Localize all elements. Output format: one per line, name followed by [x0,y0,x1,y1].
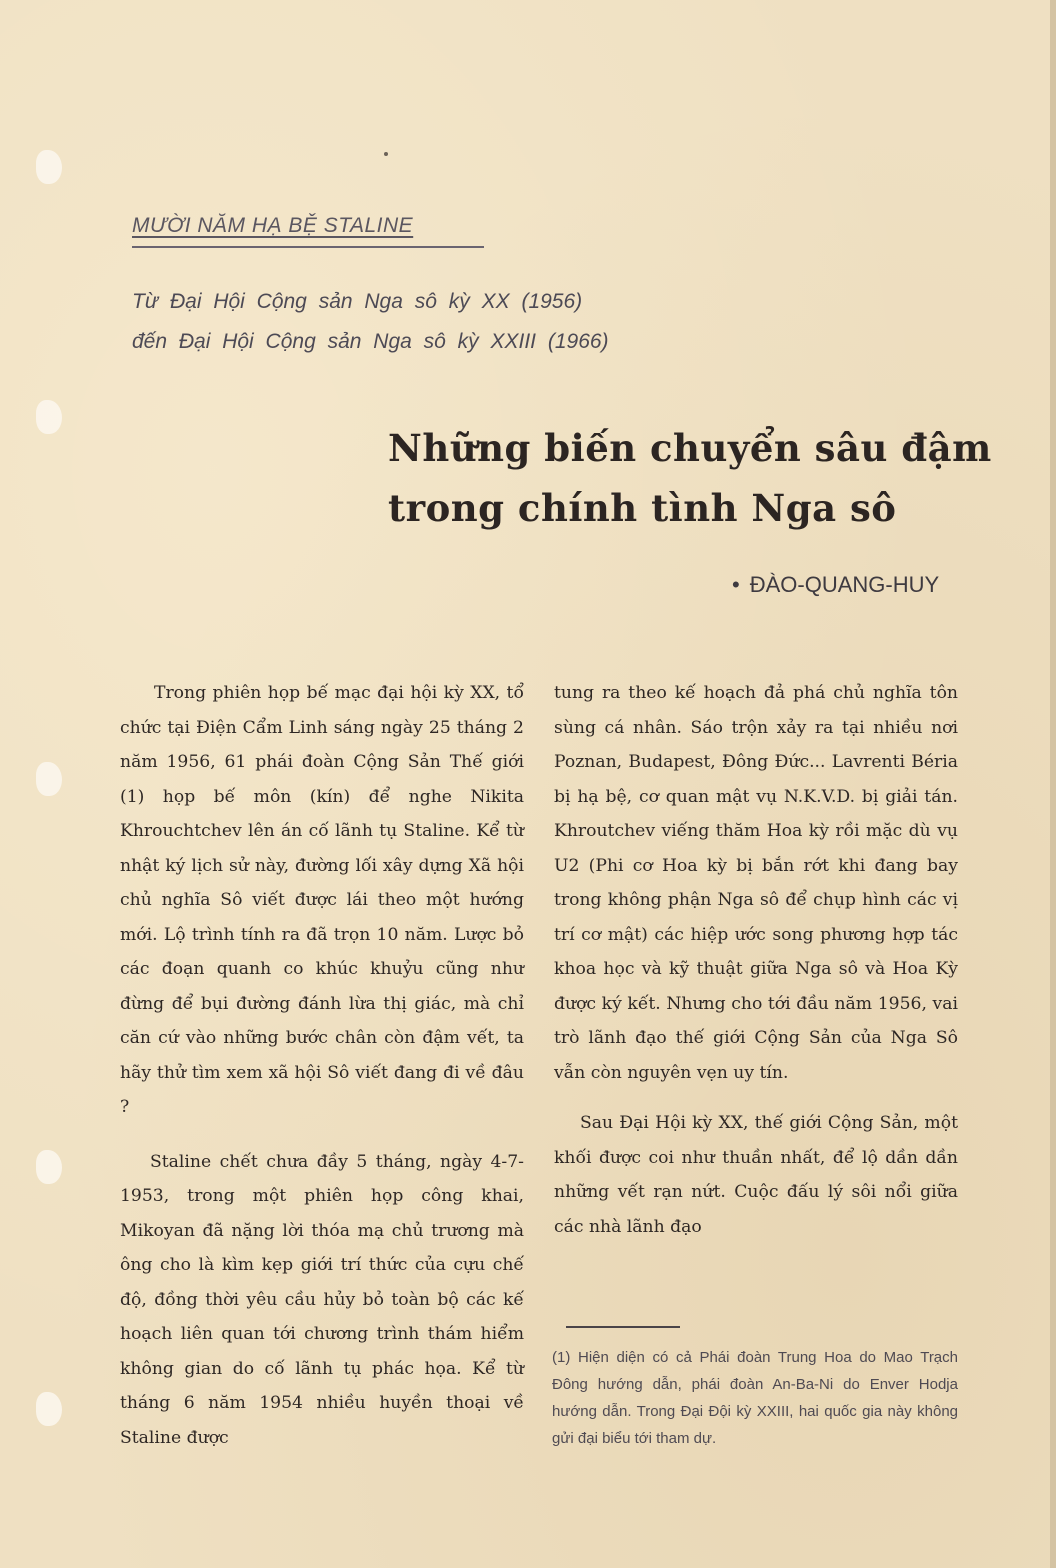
left-column [120,676,524,1455]
section-header: MƯỜI NĂM HẠ BỆ STALINE [132,214,414,237]
author-name: ĐÀO-QUANG-HUY [749,572,940,597]
footnote: (1) Hiện diện có cả Phái đoàn Trung Hoa do Mao Trạch Đông hướng dẫn, phái đoàn An-Ba-Ni do Enver Hodja hướng dẫn. Trong Đại Đội kỳ XXIII, hai quốc gia này không gửi đại biểu tới tham dự. [552,1349,958,1447]
article-title-line-2: trong chính tình Nga sô [388,486,897,530]
bullet-icon: • [732,572,740,597]
footnote-divider [566,1326,680,1328]
paragraph: Trong phiên họp bế mạc đại hội kỳ XX, tổ chức tại Điện Cẩm Linh sáng ngày 25 tháng 2 năm 1956, 61 phái đoàn Cộng Sản Thế giới (1) họp bế môn (kín) để nghe Nikita Khrouchtchev lên án cố lãnh tụ Staline. Kể từ nhật ký lịch sử này, đường lối xây dựng Xã hội chủ nghĩa Sô viết được lái theo một hướng mới. Lộ trình tính ra đã trọn 10 năm. Lược bỏ các đoạn quanh co khúc khuỷu cũng như đừng để bụi đường đánh lừa thị giác, mà chỉ căn cứ vào những bước chân còn đậm vết, ta hãy thử tìm xem xã hội Sô viết đang đi về đâu ? [120,683,524,1117]
paper-hole [36,762,62,796]
author-byline [732,572,939,598]
paragraph: Staline chết chưa đầy 5 tháng, ngày 4-7-1953, trong một phiên họp công khai, Mikoyan đã nặng lời thóa mạ chủ trương mà ông cho là kìm kẹp giới trí thức của cựu chế độ, đồng thời yêu cầu hủy bỏ toàn bộ các kế hoạch liên quan tới chương trình thám hiểm không gian do cố lãnh tụ phác họa. Kể từ tháng 6 năm 1954 nhiều huyền thoại về Staline được [120,1151,524,1448]
paragraph: tung ra theo kế hoạch đả phá chủ nghĩa tôn sùng cá nhân. Sáo trộn xảy ra tại nhiều nơi Poznan, Budapest, Đông Đức... Lavrenti Béria bị hạ bệ, cơ quan mật vụ N.K.V.D. bị giải tán. Khroutchev viếng thăm Hoa kỳ rồi mặc dù vụ U2 (Phi cơ Hoa kỳ bị bắn rớt khi đang bay trong không phận Nga sô để chụp hình các vị trí cơ mật) các hiệp ước song phương hợp tác khoa học và kỹ thuật giữa Nga sô và Hoa Kỳ được ký kết. Nhưng cho tới đầu năm 1956, vai trò lãnh đạo thế giới Cộng Sản của Nga Sô vẫn còn nguyên vẹn uy tín. [554,683,958,1083]
paragraph: Sau Đại Hội kỳ XX, thế giới Cộng Sản, một khối được coi như thuần nhất, để lộ dần dần những vết rạn nứt. Cuộc đấu lý sôi nổi giữa các nhà lãnh đạo [554,1113,958,1237]
section-underline [132,246,484,248]
article-title-line-1: Những biến chuyển sâu đậm [388,426,992,470]
paper-hole [36,150,62,184]
paper-hole [36,1392,62,1426]
subtitle-line-1: Từ Đại Hội Cộng sản Nga sô kỳ XX (1956) [132,290,583,313]
print-speck [384,152,388,156]
right-column [554,676,958,1244]
subtitle-line-2: đến Đại Hội Cộng sản Nga sô kỳ XXIII (1966) [132,330,609,353]
paper-hole [36,1150,62,1184]
page-edge [1050,0,1056,1568]
paper-hole [36,400,62,434]
